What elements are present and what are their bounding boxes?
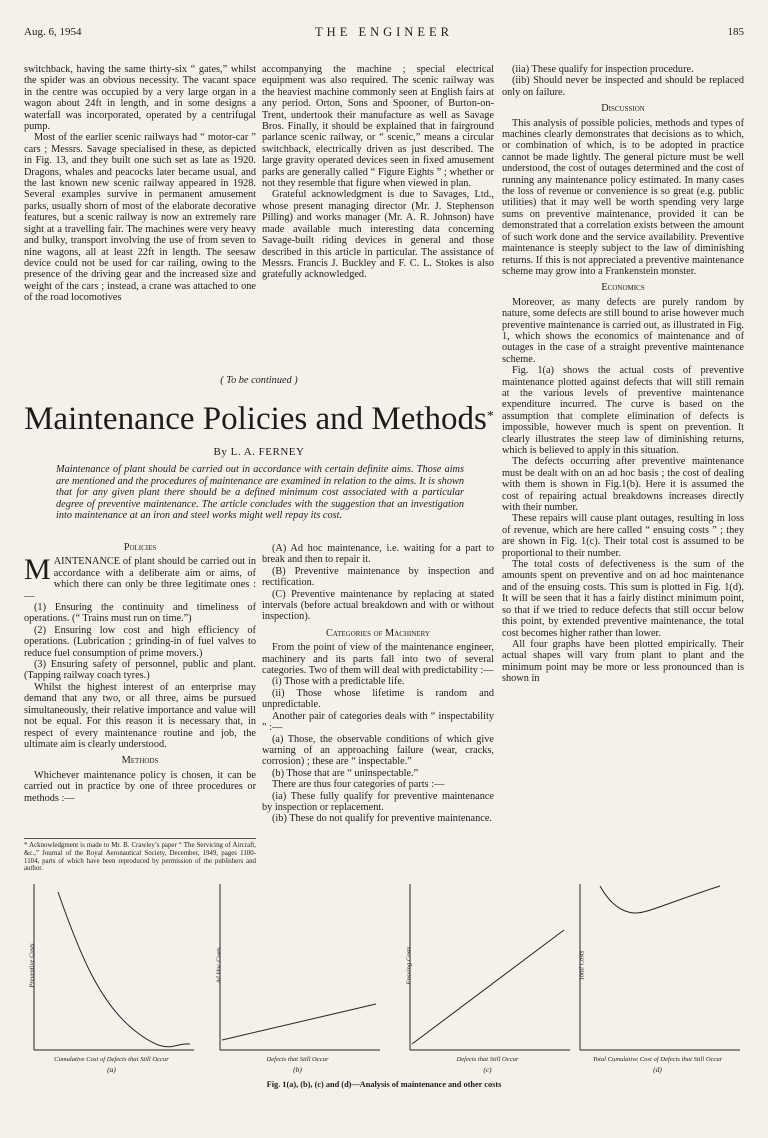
list-item: (ii) Those whose lifetime is random and unpredictable.: [262, 687, 494, 711]
plot-a: [24, 882, 199, 1082]
intro-paragraph: [24, 553, 256, 602]
panel-label-d: (d): [653, 1065, 662, 1074]
paragraph: Another pair of categories deals with “ inspectability ” :—: [262, 710, 494, 734]
list-item: (iib) Should never be inspected and should be replaced only on failure.: [502, 75, 744, 98]
intro-text: AINTENANCE of plant should be carried out in accordance with a deliberate aim or aims, of which there can only be three legitimate ones :—: [24, 556, 256, 602]
list-item: (ib) These do not qualify for preventive maintenance.: [272, 813, 492, 825]
figure-caption: Fig. 1(a), (b), (c) and (d)—Analysis of maintenance and other costs: [266, 1080, 502, 1089]
abstract: Maintenance of plant should be carried out in accordance with certain definite aims. Those aims are mentioned and the procedures of maintenance are examined in relation to the aims. It is shown that for any given plant there should be a defined minimum cost associated with a particular degree of preventive maintenance. The article concludes with the suggestion that an investigation into maintenance at an iron and steel works might well repay its cost.: [56, 464, 464, 522]
paragraph: Moreover, as many defects are purely random by nature, some defects are still bound to arise however much preventive maintenance is carried out, as illustrated in Fig. 1, which shows the economics of maintenance and of outages in the case of a straight preventive maintenance scheme.: [502, 296, 744, 365]
ylabel-a: Preventive Costs: [28, 943, 36, 988]
paragraph: These repairs will cause plant outages, resulting in loss of revenue, which are here called “ ensuing costs ” ; they are shown in Fig. 1(c). Their total cost is assumed to be proportional to their number.: [502, 513, 744, 559]
section-heading-categories: Categories of Machinery: [325, 627, 430, 639]
paragraph: Grateful acknowledgment is due to Savages, Ltd., whose present managing director (Mr. J. Stephenson Pilling) and works manager (Mr. A. R. Johnson) have made available much interesting data concerning Savage-built riding devices in general and those described in this article in particular. The assistance of Messrs. Francis J. Buckley and F. C. L. Stokes is also gratefully acknowledged.: [262, 189, 494, 281]
article-column-3: [502, 64, 744, 685]
paragraph: From the point of view of the maintenance engineer, machinery and its parts fall into two of several categories. Two of them will deal with predictability :—: [262, 642, 494, 677]
figure-1: [0, 882, 768, 1092]
panel-label-c: (c): [483, 1065, 492, 1074]
panel-label-a: (a): [107, 1065, 116, 1074]
figure-panel-a: [24, 882, 199, 1082]
paragraph: All four graphs have been plotted empirically. Their actual shapes will vary from plant to plant and the minimum point may be more or less pronounced than is shown in: [502, 638, 744, 685]
paragraph: switchback, having the same thirty-six “ gates,” whilst the spider was an obvious necessity. The vacant space in the centre was occupied by a very large organ in a wagon about 24ft in length, and in some designs a waterfall was incorporated, operated by a centrifugal pump.: [24, 64, 256, 133]
article-column-2: [262, 543, 494, 825]
list-item: (C) Preventive maintenance by replacing at stated intervals (before actual breakdown and with or without inspection).: [262, 588, 494, 623]
plot-d: [570, 882, 745, 1082]
list-item: (3) Ensuring safety of personnel, public and plant. (Tapping railway coach tyres.): [24, 659, 256, 682]
byline: By L. A. FERNEY: [213, 446, 305, 458]
plot-c: [400, 882, 575, 1082]
figure-panel-b: [210, 882, 385, 1082]
xlabel-b: Defects that Still Occur: [266, 1056, 329, 1063]
list-item: (i) Those with a predictable life.: [272, 676, 405, 688]
page-header: [0, 26, 768, 42]
paragraph: The defects occurring after preventive maintenance must be dealt with on an ad hoc basis ; the cost of dealing with them is shown in Fig.1(b). Here it is assumed the cost of repairing actual breakdowns increases directly with their number.: [502, 456, 744, 514]
plot-b: [210, 882, 385, 1082]
to-be-continued: ( To be continued ): [220, 375, 298, 386]
title-footnote-mark: *: [486, 409, 494, 424]
figure-panel-c: [400, 882, 575, 1082]
section-heading-discussion: Discussion: [601, 103, 645, 115]
panel-label-b: (b): [293, 1065, 302, 1074]
paragraph: Fig. 1(a) shows the actual costs of preventive maintenance plotted against defects that will still remain at the various levels of preventive maintenance expenditure incurred. The curve is based on the assumption that complete elimination of defects is impossible, however much is spent on prevention. It clearly illustrates the steep law of diminishing returns, which is believed to apply in this situation.: [502, 365, 744, 456]
list-item: (B) Preventive maintenance by inspection and rectification.: [262, 565, 494, 589]
xlabel-d: Total Cumulative Cost of Defects that Still Occur: [592, 1056, 723, 1063]
list-item: (b) Those that are “ uninspectable.”: [272, 767, 419, 779]
xlabel-a: Cumulative Cost of Defects that Still Occur: [54, 1056, 169, 1063]
ylabel-c: Ensuing Costs: [405, 946, 413, 985]
prev-article-column-2: [262, 64, 494, 281]
issue-date: Aug. 6, 1954: [24, 26, 82, 38]
paragraph: There are thus four categories of parts :—: [272, 779, 445, 791]
section-heading-economics: Economics: [601, 282, 645, 294]
paragraph: This analysis of possible policies, methods and types of machines clearly demonstrates that decisions as to which, or combination of which, is to be adopted in practice cannot be made lightly. The general picture must be well understood, the cost of outages determined and the cost of running any maintenance policy estimated. In many cases the loss of revenue or convenience is so great (e.g. public utilities) that it may well be worth spending very large sums on preventive maintenance, provided it can be demonstrated that a correlation exists between the amount of such work done and the service availability. Preventive maintenance is steeply subject to the law of diminishing returns. If this is not appreciated a preventive maintenance scheme may grow into a Frankenstein monster.: [502, 117, 744, 277]
curve-total-costs: [600, 886, 720, 913]
list-item: (ia) These fully qualify for preventive maintenance by inspection or replacement.: [262, 790, 494, 813]
article-column-1: [24, 537, 256, 804]
line-ad-hoc-costs: [222, 1004, 376, 1040]
journal-title: THE ENGINEER: [315, 25, 453, 39]
prev-article-column-1: [24, 64, 256, 304]
article-title: [24, 400, 494, 438]
ylabel-b: Ad Hoc Costs: [215, 947, 223, 984]
page-number: 185: [727, 26, 744, 38]
list-item: (2) Ensuring low cost and high efficiency of operations. (Lubrication ; grinding-in of fuel valves to reduce fuel consumption of prime movers.): [24, 624, 256, 659]
section-heading-policies: Policies: [123, 542, 157, 553]
list-item: (iia) These qualify for inspection procedure.: [512, 64, 694, 75]
section-heading-methods: Methods: [121, 755, 159, 767]
paragraph: Most of the earlier scenic railways had “ motor-car ” cars ; Messrs. Savage specialised in these, as depicted in Fig. 13, and they built one such set as late as 1920. Dragons, whales and peacocks later became usual, and the last known new scenic railway appeared in 1928. Several examples survive in permanent amusement parks, usually shorn of most of the elaborate decorative features, but a scenic railway is now an extremely rare sight at a travelling fair. The machines were very heavy and bulky, transport involving the use of from seven to nine wagons, all at least 22ft in length. The seesaw device could not be used for car railing, owing to the presence of the driving gear and the increased size and weight of the cars ; instead, a crane was attached to one of the road locomotives: [24, 132, 256, 304]
paragraph: Whilst the highest interest of an enterprise may demand that any two, or all three, aims be pursued simultaneously, their relative importance and value will not be equal. For this reason it is necessary that, in respect of every maintenance routine and job, the ultimate aim is clearly understood.: [24, 681, 256, 750]
line-ensuing-costs: [412, 930, 564, 1044]
list-item: (A) Ad hoc maintenance, i.e. waiting for a part to break and then to repair it.: [262, 543, 494, 566]
drop-cap: M: [24, 553, 51, 587]
paragraph: Whichever maintenance policy is chosen, it can be carried out in practice by one of three procedures or methods :—: [24, 769, 256, 804]
xlabel-c: Defects that Still Occur: [456, 1056, 519, 1063]
list-item: (1) Ensuring the continuity and timeliness of operations. (“ Trains must run on time.”): [24, 602, 256, 625]
article-title-text: Maintenance Policies and Methods: [24, 401, 487, 437]
list-item: (a) Those, the observable conditions of which give warning of an approaching failure (wear, cracks, corrosion) ; these are “ inspectable.”: [262, 733, 494, 768]
paragraph: accompanying the machine ; special electrical equipment was also required. The scenic railway was the heaviest machine commonly seen at English fairs at any period. Orton, Sons and Spooner, of Burton-on-Trent, undertook their manufacture as well as Savage Bros. Finally, it should be explained that in fairground parlance scenic railway, or “ scenic,” means a circular switchback, electrically driven as just described. The large gravity operated devices seen in fixed amusement parks are generally called “ Figure Eights ” ; whether or not they resemble that figure when viewed in plan.: [262, 64, 494, 190]
curve-preventive-costs: [58, 892, 190, 1047]
paragraph: The total costs of defectiveness is the sum of the amounts spent on preventive and on ad hoc maintenance and of the ensuing costs. This sum is plotted in Fig. 1(d). It will be seen that it has a fairly distinct minimum point, so that if we tried to reduce defects that still occur below this point, by extended preventive maintenance, the total cost becomes higher rather than lower.: [502, 559, 744, 639]
figure-panel-d: [570, 882, 745, 1082]
footnote: * Acknowledgment is made to Mr. B. Crawley’s paper “ The Servicing of Aircraft, &c.,” Journal of the Royal Aeronautical Society, December, 1949, pages 1100-1104, parts of which have been reproduced by permission of the publishers and author.: [24, 838, 256, 873]
ylabel-d: Total Costs: [578, 950, 586, 981]
